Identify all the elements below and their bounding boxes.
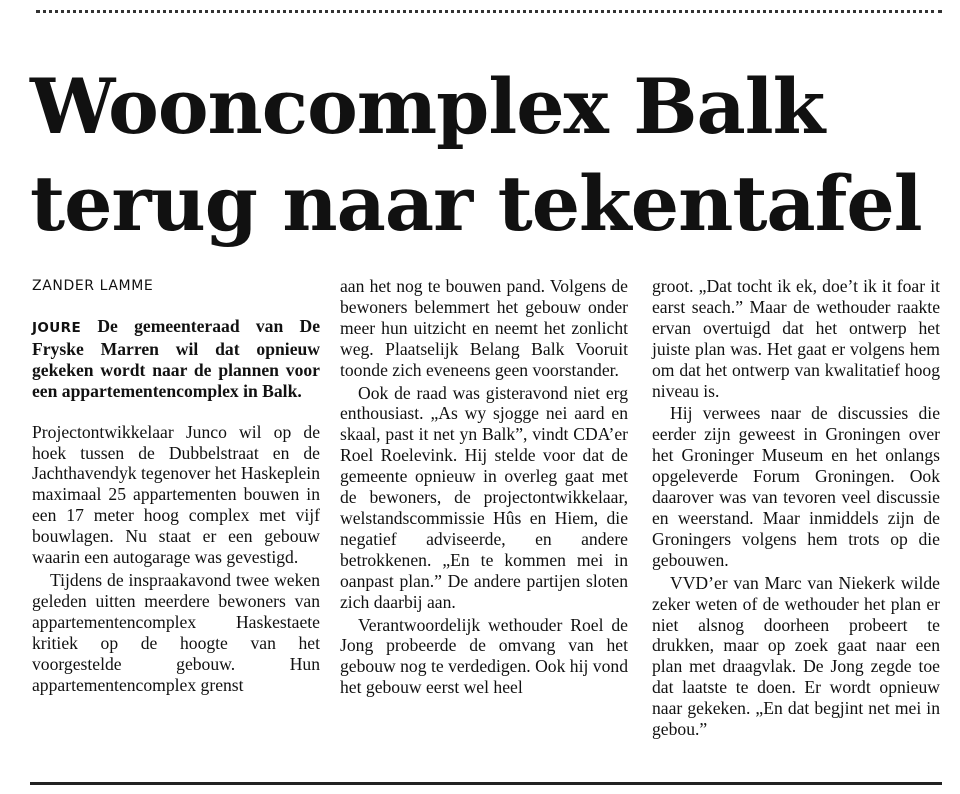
body-paragraph: Ook de raad was gisteravond niet erg enthousiast. „As wy sjogge nei aard en skaal, past it net yn Balk”, vindt CDA’er Roel Roelevink. Hij stelde voor dat de gemeente opnieuw in overleg gaat met de bewoners, de projectontwikkelaar, welstandscommissie Hûs en Hiem, die negatief adviseerde, en andere betrokkenen. „En te kommen mei in oanpast plan.” De andere partijen sloten zich daarbij aan. — [340, 382, 628, 612]
body-paragraph: Projectontwikkelaar Junco wil op de hoek tussen de Dubbelstraat en de Jachthavendyk tegenover het Haskeplein maximaal 25 appartementen bouwen in een 17 meter hoog complex met vijf bouwlagen. Nu staat er een gebouw waarin een autogarage was gevestigd. — [32, 421, 320, 568]
article-column-3 — [652, 276, 940, 740]
body-paragraph: Verantwoordelijk wethouder Roel de Jong probeerde de omvang van het gebouw nog te verdedigen. Ook hij vond het gebouw eerst wel heel — [340, 614, 628, 698]
body-paragraph: aan het nog te bouwen pand. Volgens de bewoners belemmert het gebouw onder meer hun uitzicht en neemt het zonlicht weg. Plaatselijk Belang Balk Vooruit toonde zich eveneens geen voorstander. — [340, 276, 628, 380]
body-paragraph: Hij verwees naar de discussies die eerder zijn geweest in Groningen over het Groninger Museum en het onlangs opgeleverde Forum Groningen. Ook daarover was van tevoren veel discussie en weerstand. Maar inmiddels zijn de Groningers volgens hem trots op die gebouwen. — [652, 403, 940, 570]
body-paragraph: groot. „Dat tocht ik ek, doe’t ik it foar it earst seach.” Maar de wethouder raakte ervan overtuigd dat het ontwerp het juiste plan was. Het gaat er volgens hem om dat het ontwerp van kwalitatief hoog niveau is. — [652, 276, 940, 401]
top-dotted-rule — [36, 10, 942, 13]
body-paragraph: VVD’er van Marc van Niekerk wilde zeker weten of de wethouder het plan er niet alsnog doorheen probeert te drukken, maar op zoek gaat naar een plan met draagvlak. De Jong zegde toe dat laatste te doen. Er wordt opnieuw naar gekeken. „En dat begjint net mei in gebou.” — [652, 572, 940, 740]
lead-paragraph — [32, 316, 320, 402]
article-column-2 — [340, 276, 628, 698]
dateline: JOURE — [32, 320, 82, 336]
headline — [30, 58, 940, 252]
lead-text: De gemeenteraad van De Fryske Marren wil dat opnieuw gekeken wordt naar de plannen voor een appartementencomplex in Balk. — [32, 316, 320, 401]
article-column-1 — [32, 276, 320, 695]
headline-line-1: Wooncomplex Balk — [30, 62, 825, 151]
headline-line-2: terug naar tekentafel — [30, 159, 922, 248]
body-paragraph: Tijdens de inspraakavond twee weken geleden uitten meerdere bewoners van appartementencomplex Haskestaete kritiek op de hoogte van het voorgestelde gebouw. Hun appartementencomplex grenst — [32, 569, 320, 695]
byline: ZANDER LAMME — [32, 278, 154, 294]
bottom-rule — [30, 782, 942, 785]
